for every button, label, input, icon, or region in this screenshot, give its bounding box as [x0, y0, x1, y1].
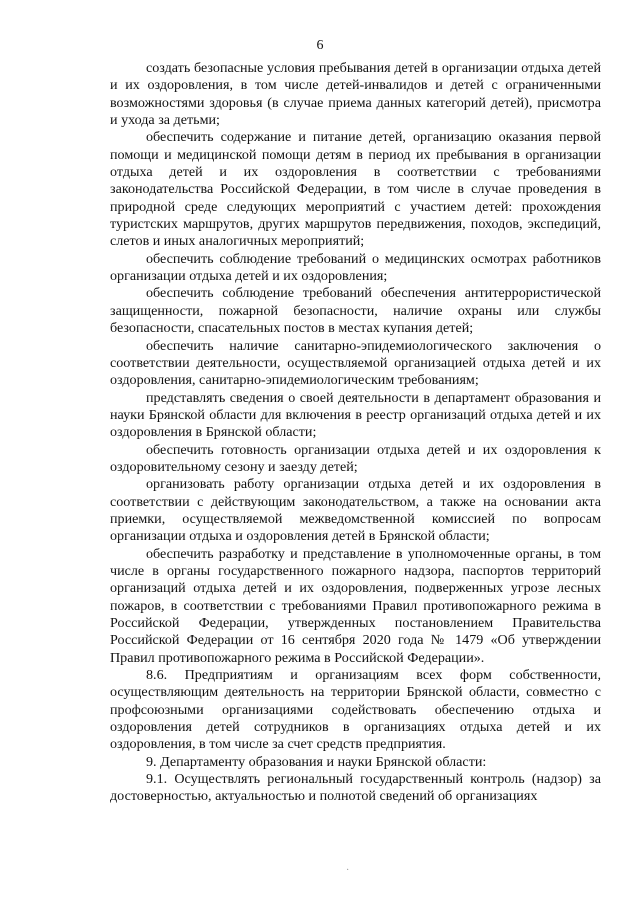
page-number: 6: [316, 38, 324, 53]
paragraph: обеспечить разработку и представление в уполномоченные органы, в том числе в органы государственного пожарного надзора, паспортов территорий организаций отдыха детей и их оздоровления, подверженных угрозе лесных пожаров, в соответствии с требованиями Правил противопожарного режима в Российской Федерации, утвержденных постановлением Правительства Российской Федерации от 16 сентября 2020 года № 1479 «Об утверждении Правил противопожарного режима в Российской Федерации».: [110, 545, 601, 666]
paragraph: обеспечить наличие санитарно-эпидемиологического заключения о соответствии деятельности, осуществляемой организацией отдыха детей и их оздоровления, санитарно-эпидемиологическим требованиям;: [110, 337, 601, 389]
paragraph: обеспечить соблюдение требований обеспечения антитеррористической защищенности, пожарной безопасности, наличие охраны или службы безопасности, спасательных постов в местах купания детей;: [110, 285, 601, 337]
paragraph: 9.1. Осуществлять региональный государственный контроль (надзор) за достоверностью, актуальностью и полнотой сведений об организациях: [110, 771, 601, 805]
paragraph: обеспечить соблюдение требований о медицинских осмотрах работников организации отдыха детей и их оздоровления;: [110, 250, 601, 285]
paragraph: обеспечить готовность организации отдыха детей и их оздоровления к оздоровительному сезону и заезду детей;: [110, 441, 601, 475]
paragraph: 9. Департаменту образования и науки Брянской области:: [146, 753, 487, 770]
paragraph: 8.6. Предприятиям и организациям всех форм собственности, осуществляющим деятельность на территории Брянской области, совместно с профсоюзными организациями содействовать обеспечению отдыха и оздоровления детей сотрудников в организациях отдыха детей и их оздоровления, в том числе за счет средств предприятия.: [110, 667, 601, 753]
paragraph: создать безопасные условия пребывания детей в организации отдыха детей и их оздоровления, в том числе детей-инвалидов и детей с ограниченными возможностями здоровья (в случае приема данных категорий детей), присмотра и ухода за детьми;: [110, 60, 601, 129]
paragraph: представлять сведения о своей деятельности в департамент образования и науки Брянской области для включения в реестр организаций отдыха детей и их оздоровления в Брянской области;: [110, 389, 601, 441]
scan-speck: ·: [346, 865, 350, 876]
document-body: [110, 60, 601, 806]
paragraph: обеспечить содержание и питание детей, организацию оказания первой помощи и медицинской помощи детям в период их пребывания в организации отдыха детей и их оздоровления в соответствии с требованиями законодательства Российской Федерации, в том числе в случае проведения в природной среде следующих мероприятий с участием детей: прохождения туристских маршрутов, других маршрутов передвижения, походов, экспедиций, слетов и иных аналогичных мероприятий;: [110, 129, 601, 250]
paragraph: организовать работу организации отдыха детей и их оздоровления в соответствии с действующим законодательством, а также на основании акта приемки, осуществляемой межведомственной комиссией по вопросам организации отдыха и оздоровления детей в Брянской области;: [110, 476, 601, 545]
